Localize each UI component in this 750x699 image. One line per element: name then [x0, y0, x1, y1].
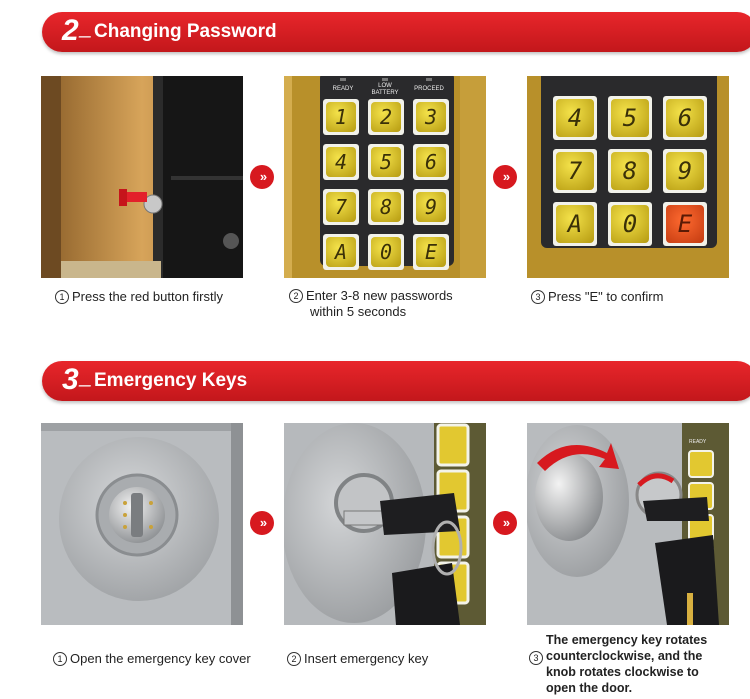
step-caption: 3 Press "E" to confirm [531, 289, 663, 305]
step-caption: 2 Insert emergency key [287, 651, 428, 667]
keypad-key-label: 3 [416, 102, 446, 132]
keypad-key-label: 0 [611, 205, 649, 243]
keypad-key-label: 7 [556, 152, 594, 190]
keypad-key [413, 144, 449, 180]
keypad-key-label: 6 [666, 99, 704, 137]
keypad-key [323, 234, 359, 270]
photo-keypad-entry [284, 76, 486, 278]
keypad-key [608, 149, 652, 193]
keypad-key [553, 202, 597, 246]
section-title: Emergency Keys [94, 370, 248, 391]
keypad-key [368, 189, 404, 225]
keypad-key-label: 9 [666, 152, 704, 190]
keypad-key-label: 0 [371, 237, 401, 267]
step-caption: 1 Press the red button firstly [55, 289, 223, 305]
step-caption: 2 Enter 3-8 new passwords within 5 seconds [289, 288, 453, 320]
photo-rotate-knob [527, 423, 729, 625]
keypad-key-label: 7 [326, 192, 356, 222]
section-title: Changing Password [94, 21, 277, 42]
keypad-key [413, 189, 449, 225]
step-caption: The emergency key rotates counterclockwise, and the knob rotates clockwise to open the door. [546, 633, 708, 695]
keypad-key [413, 99, 449, 135]
step-arrow: » [493, 165, 517, 189]
keypad-key [413, 234, 449, 270]
step-arrow: » [493, 511, 517, 535]
keypad-key-label: 6 [416, 147, 446, 177]
keypad-key [608, 96, 652, 140]
keypad-key-label: A [556, 205, 594, 243]
section-number: 3— [62, 363, 91, 396]
photo-red-button [41, 76, 243, 278]
step-caption-number: 3 [529, 650, 546, 666]
keypad-key [663, 149, 707, 193]
keypad-key [368, 144, 404, 180]
keypad-key-label: 8 [371, 192, 401, 222]
section-number: 2— [62, 14, 91, 47]
keypad-key [663, 96, 707, 140]
keypad-key [323, 144, 359, 180]
keypad-key-label: 5 [611, 99, 649, 137]
keypad-key-label: 5 [371, 147, 401, 177]
keypad-key-label: 1 [326, 102, 356, 132]
keypad-key [553, 149, 597, 193]
keypad-key-label: 4 [326, 147, 356, 177]
keypad-key-label: 4 [556, 99, 594, 137]
keypad-key-label: A [326, 237, 356, 267]
section-banner-emergency-keys [42, 361, 750, 401]
keypad-key [323, 99, 359, 135]
step-caption: 1 Open the emergency key cover [53, 651, 251, 667]
step-arrow: » [250, 165, 274, 189]
keypad-key [553, 96, 597, 140]
keypad-key-label: 2 [371, 102, 401, 132]
keypad-key [608, 202, 652, 246]
indicator-ready: READY [332, 86, 354, 92]
photo-key-cover [41, 423, 243, 625]
keypad-key-label: 8 [611, 152, 649, 190]
keypad-key [663, 202, 707, 246]
keypad-key-label: E [416, 237, 446, 267]
photo-insert-key [284, 423, 486, 625]
keypad-key [323, 189, 359, 225]
indicator-low-battery: LOW BATTERY [371, 83, 399, 96]
indicator-proceed: PROCEED [414, 86, 444, 92]
keypad-key-label: E [666, 205, 704, 243]
photo-press-e [527, 76, 729, 278]
section-banner-changing-password [42, 12, 750, 52]
step-arrow: » [250, 511, 274, 535]
keypad-key-label: 9 [416, 192, 446, 222]
keypad-key [368, 234, 404, 270]
keypad-key [368, 99, 404, 135]
svg-text:READY: READY [689, 439, 707, 445]
